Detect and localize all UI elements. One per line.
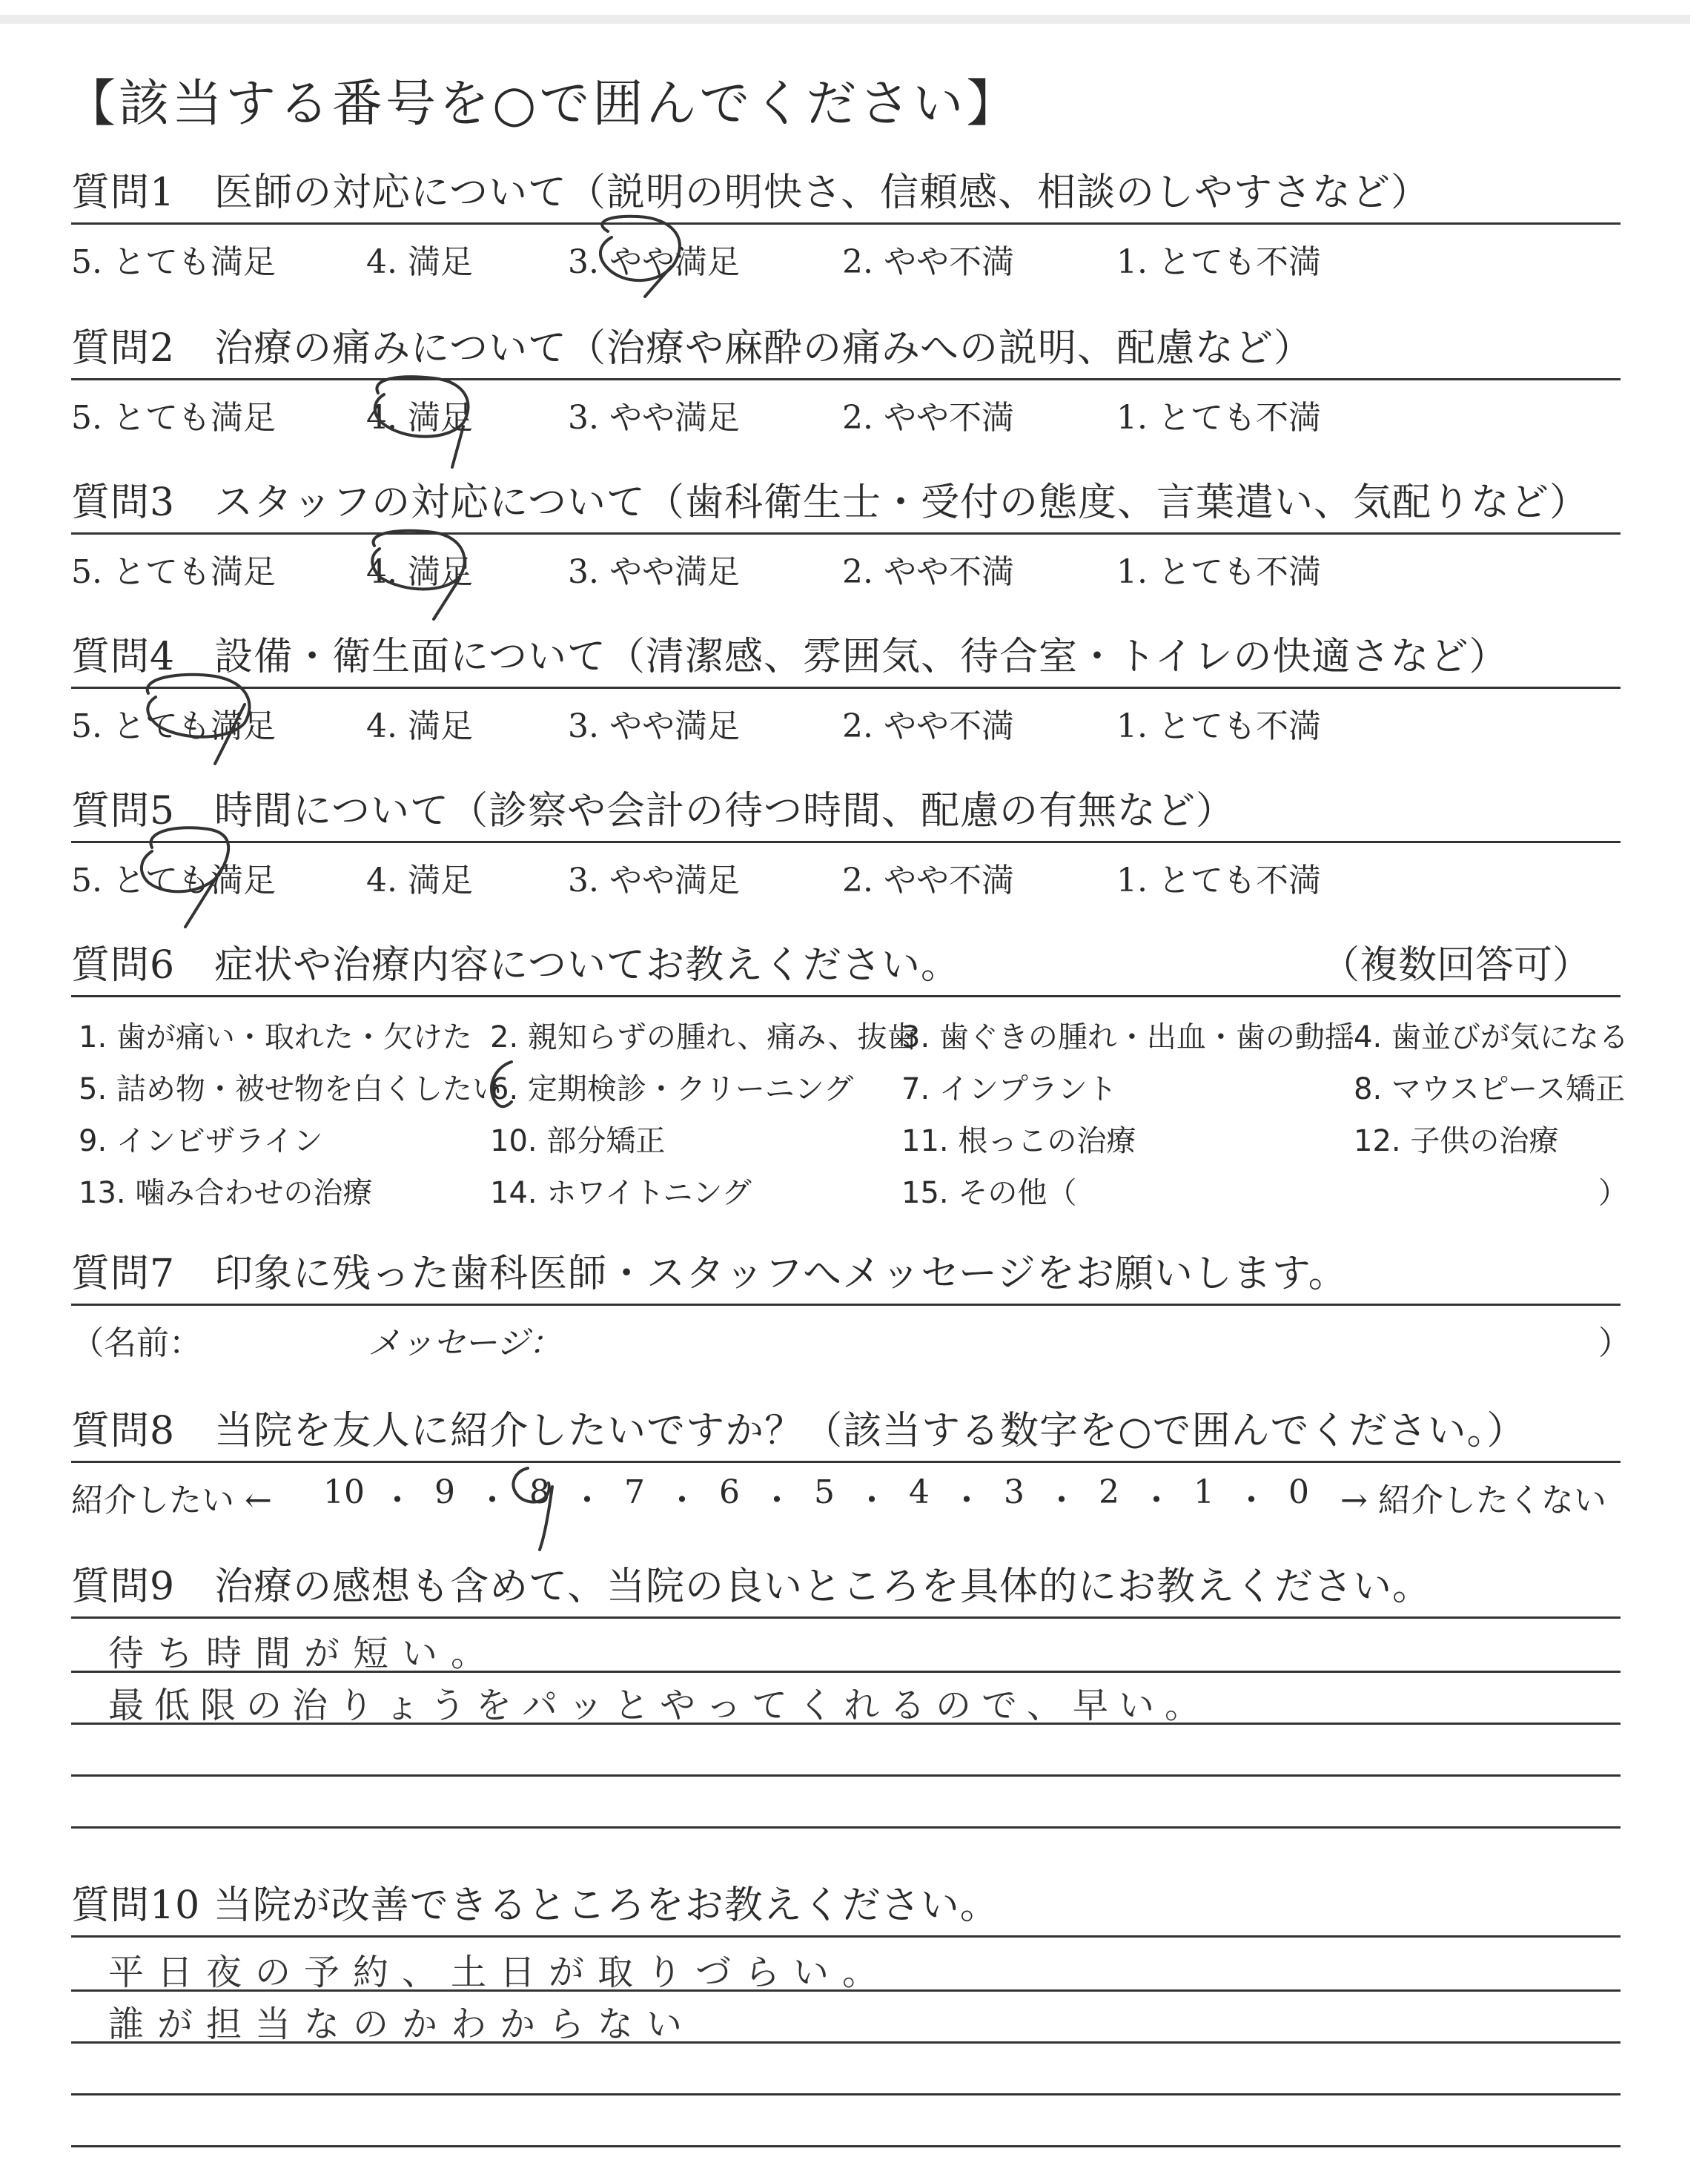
q6-option-6[interactable]: 6. 定期検診・クリーニング [490,1072,854,1106]
q6-option-1[interactable]: 1. 歯が痛い・取れた・欠けた [79,1020,472,1054]
q6-option-14[interactable]: 14. ホワイトニング [490,1176,752,1210]
q2-selection-circle [375,377,469,467]
q4-option-5[interactable]: 5. とても満足 [71,707,276,745]
scale-3[interactable]: 3 [1004,1473,1025,1511]
q5-option-5[interactable]: 5. とても満足 [71,862,276,899]
question-4-title: 質問4 設備・衛生面について（清潔感、雰囲気、待合室・トイレの快適さなど） [71,635,1509,679]
q5-option-3[interactable]: 3. やや満足 [568,862,740,899]
q6-option-3[interactable]: 3. 歯ぐきの腫れ・出血・歯の動揺 [901,1020,1354,1054]
scale-6[interactable]: 6 [719,1473,740,1511]
page-title: 【該当する番号を○で囲んでください】 [65,75,1020,133]
q8-selection-mark [513,1468,552,1550]
q6-option-11[interactable]: 11. 根っこの治療 [901,1124,1136,1158]
question-6-title: 質問6 症状や治療内容についてお教えください。 [71,943,961,988]
q1-option-2[interactable]: 2. やや不満 [842,243,1014,281]
q6-other-close-paren: ） [1598,1176,1628,1210]
q2-option-4[interactable]: 4. 満足 [366,399,473,437]
question-9-title: 質問9 治療の感想も含めて、当院の良いところを具体的にお教えください。 [71,1565,1432,1609]
q1-option-5[interactable]: 5. とても満足 [71,243,276,281]
q2-option-2[interactable]: 2. やや不満 [842,399,1014,437]
q6-option-9[interactable]: 9. インビザライン [79,1124,323,1158]
q1-selection-circle [600,217,680,297]
q10-handwritten-answer-2: 誰が担当なのかわからない [108,2004,696,2045]
q6-option-7[interactable]: 7. インプラント [901,1072,1117,1106]
scale-5[interactable]: 5 [814,1473,835,1511]
q6-option-8[interactable]: 8. マウスピース矯正 [1354,1072,1626,1106]
q3-option-2[interactable]: 2. やや不満 [842,553,1014,591]
scale-dot: ・ [1235,1482,1268,1519]
question-7-title: 質問7 印象に残った歯科医師・スタッフへメッセージをお願いします。 [71,1252,1348,1296]
scale-2[interactable]: 2 [1099,1473,1119,1511]
q6-option-4[interactable]: 4. 歯並びが気になる [1354,1020,1629,1054]
q3-option-4[interactable]: 4. 満足 [366,553,473,591]
scale-dot: ・ [1045,1482,1078,1519]
scale-1[interactable]: 1 [1194,1473,1214,1511]
q4-option-1[interactable]: 1. とても不満 [1116,707,1321,745]
scale-dot: ・ [1140,1482,1173,1519]
scale-9[interactable]: 9 [434,1473,455,1511]
scale-0[interactable]: 0 [1288,1473,1309,1511]
q4-option-3[interactable]: 3. やや満足 [568,707,740,745]
question-5-title: 質問5 時間について（診察や会計の待つ時間、配慮の有無など） [71,789,1236,833]
scale-dot: ・ [761,1482,793,1519]
q6-option-2[interactable]: 2. 親知らずの腫れ、痛み、抜歯 [490,1020,917,1054]
q5-selection-circle [142,828,228,927]
q6-selection-mark [491,1062,512,1106]
question-10-title: 質問10 当院が改善できるところをお教えください。 [71,1883,999,1928]
q3-selection-circle [372,531,464,619]
q3-option-3[interactable]: 3. やや満足 [568,553,740,591]
q7-message-label: メッセージ： [368,1324,562,1362]
question-6-note: （複数回答可） [1320,943,1591,988]
q1-option-4[interactable]: 4. 満足 [366,243,473,281]
scale-dot: ・ [571,1482,603,1519]
q4-option-2[interactable]: 2. やや不満 [842,707,1014,745]
q6-option-5[interactable]: 5. 詰め物・被せ物を白くしたい [79,1072,502,1106]
scale-8[interactable]: 8 [529,1473,550,1511]
q7-close-paren: ） [1598,1324,1631,1362]
q1-option-3[interactable]: 3. やや満足 [568,243,740,281]
q6-option-10[interactable]: 10. 部分矯正 [490,1124,666,1158]
q5-option-1[interactable]: 1. とても不満 [1116,862,1321,899]
scale-left-label: 紹介したい ← [71,1482,272,1519]
scale-dot: ・ [666,1482,698,1519]
q1-option-1[interactable]: 1. とても不満 [1116,243,1321,281]
q6-option-13[interactable]: 13. 噛み合わせの治療 [79,1176,373,1210]
q10-handwritten-answer-1: 平日夜の予約、土日が取りづらい。 [108,1952,892,1993]
q5-option-2[interactable]: 2. やや不満 [842,862,1014,899]
scale-dot: ・ [381,1482,414,1519]
q9-handwritten-answer-1: 待ち時間が短い。 [108,1633,500,1674]
scale-dot: ・ [476,1482,509,1519]
scale-7[interactable]: 7 [624,1473,645,1511]
q7-name-label: （名前： [71,1324,202,1362]
scale-10[interactable]: 10 [323,1473,365,1511]
q2-option-5[interactable]: 5. とても満足 [71,399,276,437]
q2-option-3[interactable]: 3. やや満足 [568,399,740,437]
scale-dot: ・ [855,1482,888,1519]
q3-option-5[interactable]: 5. とても満足 [71,553,276,591]
question-8-title: 質問8 当院を友人に紹介したいですか？（該当する数字を○で囲んでください。） [71,1409,1526,1453]
q3-option-1[interactable]: 1. とても不満 [1116,553,1321,591]
scale-dot: ・ [950,1482,983,1519]
question-3-title: 質問3 スタッフの対応について（歯科衛生士・受付の態度、言葉遣い、気配りなど） [71,480,1589,525]
question-2-title: 質問2 治療の痛みについて（治療や麻酔の痛みへの説明、配慮など） [71,326,1314,371]
q6-option-12[interactable]: 12. 子供の治療 [1354,1124,1559,1158]
q6-option-15[interactable]: 15. その他（ [901,1176,1077,1210]
q2-option-1[interactable]: 1. とても不満 [1116,399,1321,437]
q9-handwritten-answer-2: 最低限の治りょうをパッとやってくれるので、早い。 [108,1685,1211,1726]
q4-selection-circle [148,675,250,764]
q5-option-4[interactable]: 4. 満足 [366,862,473,899]
scale-right-label: → 紹介したくない [1340,1482,1606,1519]
question-1-title: 質問1 医師の対応について（説明の明快さ、信頼感、相談のしやすさなど） [71,171,1430,215]
q4-option-4[interactable]: 4. 満足 [366,707,473,745]
scale-4[interactable]: 4 [909,1473,930,1511]
